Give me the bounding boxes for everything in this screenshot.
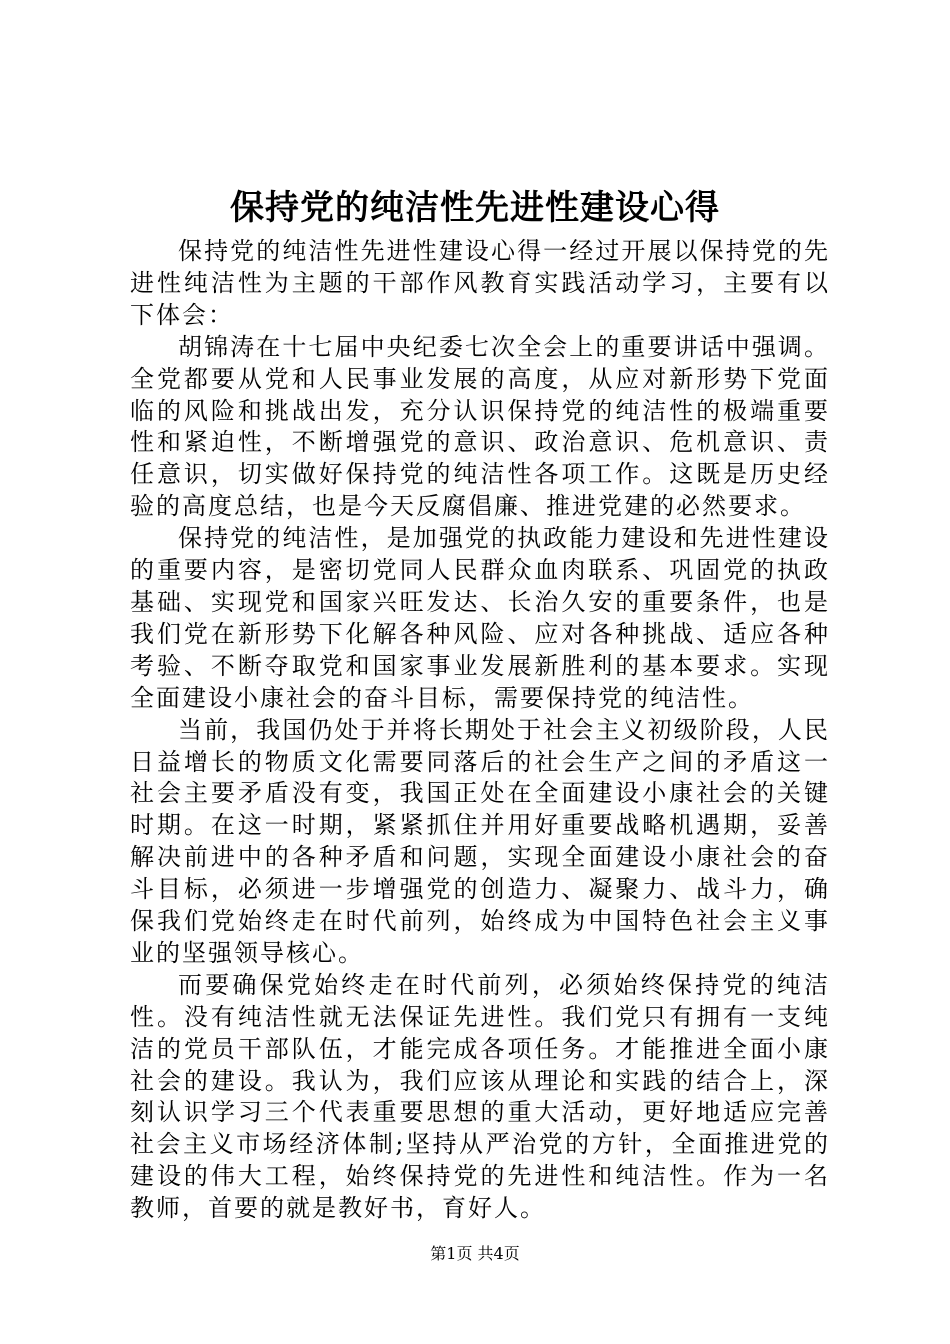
paragraph-intro: 保持党的纯洁性先进性建设心得一经过开展以保持党的先进性纯洁性为主题的干部作风教育实践活动学习，主要有以下体会： xyxy=(130,237,830,329)
paragraph-conclusion: 而要确保党始终走在时代前列，必须始终保持党的纯洁性。没有纯洁性就无法保证先进性。我们党只有拥有一支纯洁的党员干部队伍，才能完成各项任务。才能推进全面小康社会的建设。我认为，我们应该从理论和实践的结合上，深刻认识学习三个代表重要思想的重大活动，更好地适应完善社会主义市场经济体制;坚持从严治党的方针，全面推进党的建设的伟大工程，始终保持党的先进性和纯洁性。作为一名教师，首要的就是教好书，育好人。 xyxy=(130,970,830,1223)
document-body xyxy=(130,236,830,1225)
paragraph-current-situation: 当前，我国仍处于并将长期处于社会主义初级阶段，人民日益增长的物质文化需要同落后的社会生产之间的矛盾这一社会主要矛盾没有变，我国正处在全面建设小康社会的关键时期。在这一时期，紧紧抓住并用好重要战略机遇期，妥善解决前进中的各种矛盾和问题，实现全面建设小康社会的奋斗目标，必须进一步增强党的创造力、凝聚力、战斗力，确保我们党始终走在时代前列，始终成为中国特色社会主义事业的坚强领导核心。 xyxy=(130,715,830,967)
document-title: 保持党的纯洁性先进性建设心得 xyxy=(230,188,720,228)
paragraph-purity: 保持党的纯洁性，是加强党的执政能力建设和先进性建设的重要内容，是密切党同人民群众血肉联系、巩固党的执政基础、实现党和国家兴旺发达、长治久安的重要条件，也是我们党在新形势下化解各种风险、应对各种挑战、适应各种考验、不断夺取党和国家事业发展新胜利的基本要求。实现全面建设小康社会的奋斗目标，需要保持党的纯洁性。 xyxy=(130,524,830,712)
paragraph-speech: 胡锦涛在十七届中央纪委七次全会上的重要讲话中强调。全党都要从党和人民事业发展的高度，从应对新形势下党面临的风险和挑战出发，充分认识保持党的纯洁性的极端重要性和紧迫性，不断增强党的意识、政治意识、危机意识、责任意识，切实做好保持党的纯洁性各项工作。这既是历史经验的高度总结，也是今天反腐倡廉、推进党建的必然要求。 xyxy=(130,332,830,521)
page-footer: 第1页 共4页 xyxy=(430,1244,520,1263)
